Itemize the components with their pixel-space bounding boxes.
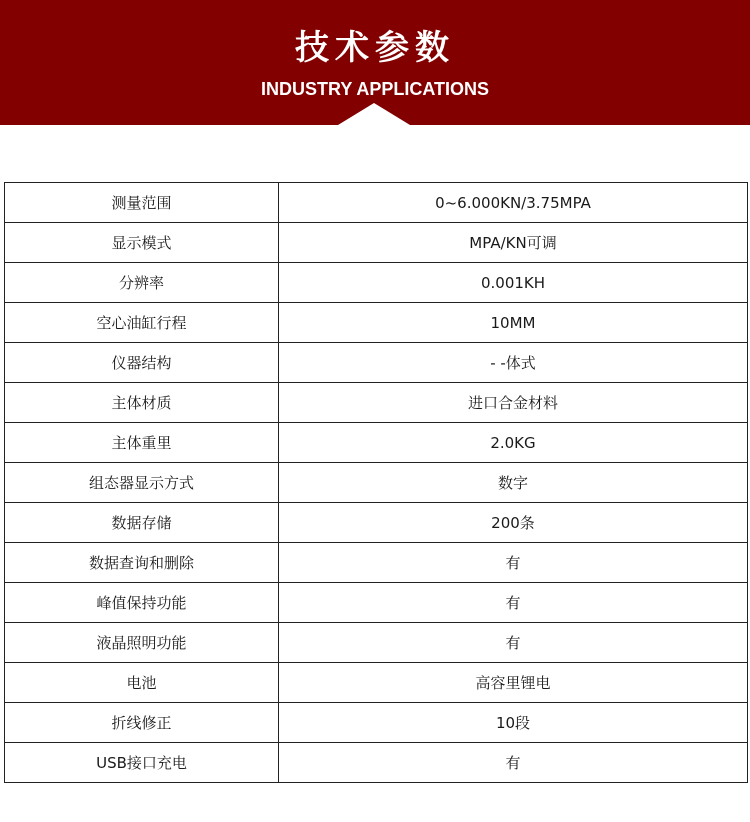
param-cell: 数据查询和删除 [5,543,279,583]
param-cell: 主体材质 [5,383,279,423]
banner-notch [338,103,410,125]
param-cell: 测量范围 [5,183,279,223]
value-cell: 0~6.000KN/3.75MPA [279,183,748,223]
param-cell: 分辨率 [5,263,279,303]
param-cell: 峰值保持功能 [5,583,279,623]
param-cell: 数据存储 [5,503,279,543]
table-row [5,583,748,623]
value-cell: 数字 [279,463,748,503]
table-row [5,503,748,543]
param-cell: 组态器显示方式 [5,463,279,503]
value-cell: 有 [279,583,748,623]
value-cell: 0.001KH [279,263,748,303]
value-cell: MPA/KN可调 [279,223,748,263]
table-row [5,623,748,663]
value-cell: 10段 [279,703,748,743]
param-cell: 仪器结构 [5,343,279,383]
value-cell: 有 [279,623,748,663]
value-cell: - -体式 [279,343,748,383]
value-cell: 10MM [279,303,748,343]
page-subtitle: INDUSTRY APPLICATIONS [260,79,489,99]
value-cell: 2.0KG [279,423,748,463]
table-row [5,743,748,783]
param-cell: 主体重里 [5,423,279,463]
param-cell: 折线修正 [5,703,279,743]
table-row [5,343,748,383]
value-cell: 有 [279,543,748,583]
param-cell: USB接口充电 [5,743,279,783]
param-cell: 显示模式 [5,223,279,263]
table-row [5,383,748,423]
page-title: 技术参数 [295,28,455,68]
spec-table [4,182,748,783]
table-row [5,463,748,503]
value-cell: 进口合金材料 [279,383,748,423]
value-cell: 有 [279,743,748,783]
table-row [5,663,748,703]
value-cell: 高容里锂电 [279,663,748,703]
table-row [5,223,748,263]
table-row [5,703,748,743]
table-row [5,543,748,583]
table-row [5,183,748,223]
header-banner [0,0,750,125]
param-cell: 电池 [5,663,279,703]
value-cell: 200条 [279,503,748,543]
param-cell: 液晶照明功能 [5,623,279,663]
table-row [5,303,748,343]
table-row [5,423,748,463]
param-cell: 空心油缸行程 [5,303,279,343]
table-row [5,263,748,303]
